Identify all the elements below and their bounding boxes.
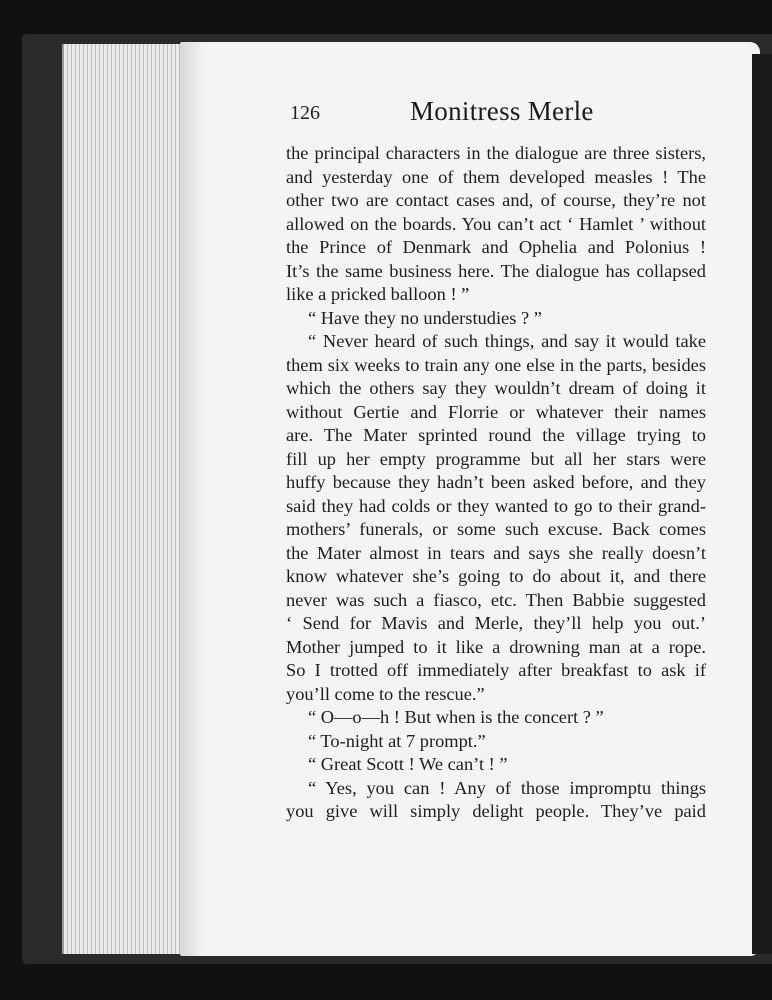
text-line: other two are contact cases and, of course, they’re not — [286, 190, 706, 210]
text-line: “ To-night at 7 prompt.” — [308, 730, 486, 751]
text-line: allowed on the boards. You can’t act ‘ Hamlet ’ without — [286, 213, 706, 234]
text-line: huffy because they hadn’t been asked before, and they — [286, 472, 706, 492]
text-line: you’ll come to the rescue.” — [286, 683, 485, 704]
text-line: ‘ Send for Mavis and Merle, they’ll help you out.’ — [286, 613, 706, 633]
text-line: “ Have they no understudies ? ” — [308, 307, 542, 328]
text-line: fill up her empty programme but all her stars were — [286, 448, 706, 469]
text-line: without Gertie and Florrie or whatever their names — [286, 401, 706, 422]
text-line: which the others say they wouldn’t dream of doing it — [286, 378, 706, 398]
text-line: mothers’ funerals, or some such excuse. Back comes — [286, 519, 706, 539]
text-line: never was such a fiasco, etc. Then Babbie suggested — [286, 589, 706, 610]
text-line: know whatever she’s going to do about it, and there — [286, 566, 706, 586]
page-edges — [62, 44, 198, 954]
text-line: like a pricked balloon ! ” — [286, 284, 470, 304]
page-gutter — [180, 42, 204, 956]
text-line: “ O—o—h ! But when is the concert ? ” — [308, 707, 604, 727]
text-line: and yesterday one of them developed measles ! The — [286, 166, 706, 187]
running-title: Monitress Merle — [410, 96, 594, 126]
text-line: “ Yes, you can ! Any of those impromptu things — [308, 777, 706, 798]
text-line: you give will simply delight people. They’ve paid — [286, 801, 706, 821]
page-number: 126 — [290, 102, 320, 124]
text-line: Mother jumped to it like a drowning man at a rope. — [286, 636, 706, 657]
text-line: the Mater almost in tears and says she really doesn’t — [286, 542, 706, 563]
text-line: the Prince of Denmark and Ophelia and Polonius ! — [286, 237, 706, 257]
right-cover-edge — [752, 54, 772, 954]
text-line: the principal characters in the dialogue are three sisters, — [286, 143, 706, 163]
text-line: are. The Mater sprinted round the village trying to — [286, 425, 706, 445]
text-line: So I trotted off immediately after breakfast to ask if — [286, 660, 706, 680]
text-line: “ Never heard of such things, and say it would take — [308, 331, 706, 351]
text-line: them six weeks to train any one else in the parts, besides — [286, 354, 706, 375]
body-text — [286, 142, 706, 824]
text-line: It’s the same business here. The dialogue has collapsed — [286, 260, 706, 281]
text-line: “ Great Scott ! We can’t ! ” — [308, 754, 508, 774]
text-line: said they had colds or they wanted to go to their grand- — [286, 495, 706, 516]
